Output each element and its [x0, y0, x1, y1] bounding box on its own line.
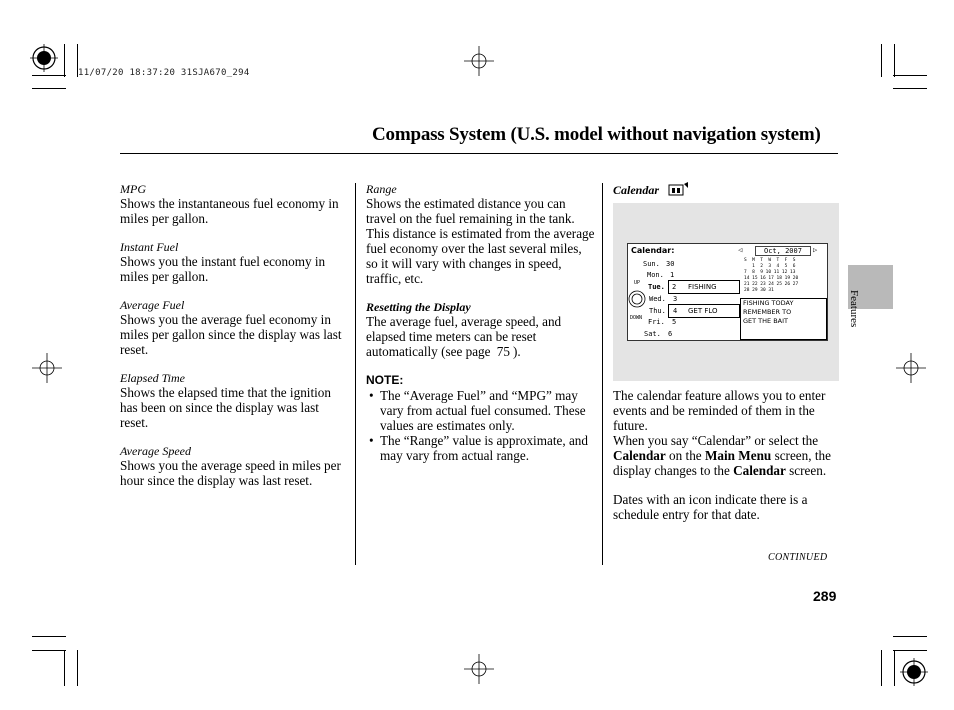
column-left: [120, 182, 350, 488]
calendar-description: The calendar feature allows you to enter events and be reminded of them in the future. When you say “Calendar” or select the Calendar on the Main Menu screen, the display changes to the Calendar screen. Dates with an icon indicate there is a schedule entry for that date.: [613, 388, 841, 522]
title-rule: [120, 153, 838, 154]
range-heading: Range: [366, 182, 397, 196]
section-label: Features: [848, 290, 860, 328]
calendar-display: [627, 243, 828, 341]
calendar-screen-illustration: [613, 203, 839, 381]
continued-label: CONTINUED: [768, 552, 828, 563]
note-list: [366, 388, 596, 463]
page-link[interactable]: 75: [496, 344, 510, 359]
calendar-heading: Calendar: [613, 182, 839, 197]
icon-note-text: Dates with an icon indicate there is a schedule entry for that date.: [613, 492, 808, 522]
resetting-text: The average fuel, average speed, and elapsed time meters can be reset automatically (see page 75 ).: [366, 314, 562, 359]
resetting-heading: Resetting the Display: [366, 300, 471, 314]
day-list: Sun. Mon. Tue. Wed. Thu. Fri. Sat. UP DOWN 30 1 2 FISHING 3 4 GET FLO 5 6: [628, 258, 738, 340]
mpg-text: Shows the instantaneous fuel economy in miles per gallon.: [120, 196, 339, 226]
note-label: NOTE:: [366, 373, 404, 387]
crosshair-icon: [32, 353, 62, 383]
month-field: Oct, 2007: [755, 246, 811, 256]
instant-fuel-heading: Instant Fuel: [120, 240, 179, 254]
print-stamp: 11/07/20 18:37:20 31SJA670_294: [78, 68, 250, 78]
today-entry: FISHING TODAY REMEMBER TO GET THE BAIT: [740, 298, 827, 340]
voice-command-icon: [668, 182, 690, 196]
average-speed-text: Shows you the average speed in miles per hour since the display was last reset.: [120, 458, 341, 488]
mpg-heading: MPG: [120, 182, 146, 196]
column-middle: [366, 182, 596, 463]
column-divider: [355, 183, 356, 565]
range-text: Shows the estimated distance you can travel on the fuel remaining in the tank. This distance is estimated from the average fuel economy over the last several miles, so it will vary with changes in speed, traffic, etc.: [366, 196, 595, 286]
selector-knob-icon: [628, 288, 646, 310]
instant-fuel-text: Shows you the instant fuel economy in miles per gallon.: [120, 254, 326, 284]
page-number: 289: [813, 588, 837, 604]
crosshair-icon: [464, 46, 494, 76]
list-item: • The “Range” value is approximate, and may vary from actual range.: [366, 433, 596, 463]
average-speed-heading: Average Speed: [120, 444, 191, 458]
elapsed-time-heading: Elapsed Time: [120, 371, 185, 385]
column-right: [613, 182, 839, 197]
crosshair-icon: [896, 353, 926, 383]
next-month-icon[interactable]: ▷: [813, 246, 818, 254]
page-title: Compass System (U.S. model without navigation system): [372, 124, 821, 145]
screen-title: Calendar:: [631, 246, 675, 255]
registration-mark-icon: [900, 658, 928, 686]
average-fuel-heading: Average Fuel: [120, 298, 185, 312]
column-divider: [602, 183, 603, 565]
average-fuel-text: Shows you the average fuel economy in miles per gallon since the display was last reset.: [120, 312, 342, 357]
month-grid: S M T W T F S 1 2 3 4 5 6 7 8 9 10 11 12 13 14 15 16 17 18 19 20 21 22 23 24 25 26 27 28 29 30 31: [744, 258, 799, 293]
crosshair-icon: [464, 654, 494, 684]
elapsed-time-text: Shows the elapsed time that the ignition has been on since the display was last reset.: [120, 385, 331, 430]
list-item: • The “Average Fuel” and “MPG” may vary from actual fuel consumed. These values are estimates only.: [366, 388, 596, 433]
registration-mark-icon: [30, 44, 58, 72]
prev-month-icon[interactable]: ◁: [738, 246, 743, 254]
